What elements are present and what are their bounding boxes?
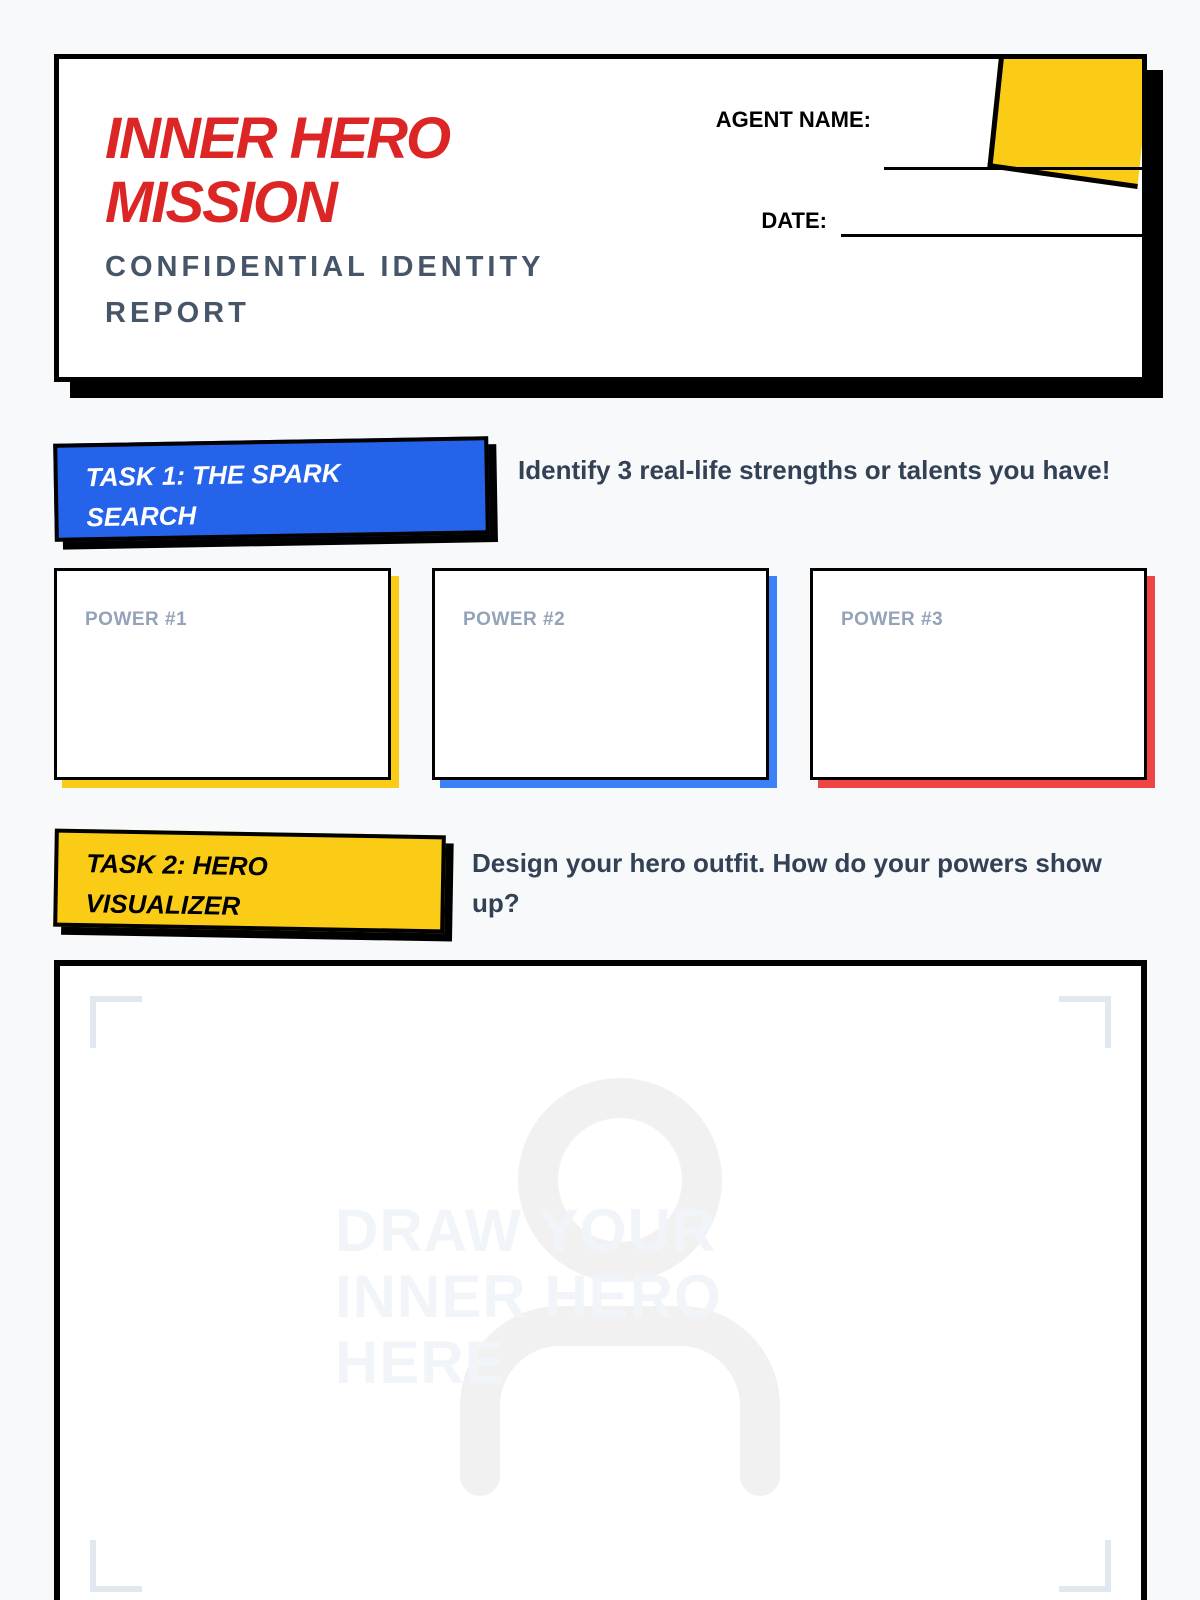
power-box-1[interactable] (54, 568, 391, 780)
drawing-hint: DRAW YOUR INNER HERO HERE (335, 1197, 722, 1396)
power-label-2: POWER #2 (463, 609, 566, 630)
task2-tag: TASK 2: HERO VISUALIZER (53, 829, 446, 934)
corner-bracket-top-right (1059, 996, 1111, 1048)
date-field (679, 204, 1147, 244)
power-label-1: POWER #1 (85, 609, 188, 630)
power-box-3[interactable] (810, 568, 1147, 780)
task1-description: Identify 3 real-life strengths or talents you have! (518, 455, 1111, 485)
corner-bracket-bottom-left (90, 1540, 142, 1592)
mission-title: INNER HERO MISSION (105, 106, 450, 235)
task2-description: Design your hero outfit. How do your powers show up? (472, 848, 1102, 918)
power-label-3: POWER #3 (841, 609, 944, 630)
drawing-area[interactable] (54, 960, 1147, 1600)
agent-name-field (699, 104, 1119, 174)
corner-bracket-top-left (90, 996, 142, 1048)
header-card (54, 54, 1147, 382)
report-subtitle: CONFIDENTIAL IDENTITY REPORT (105, 251, 544, 329)
corner-bracket-bottom-right (1059, 1540, 1111, 1592)
date-input-line[interactable] (841, 234, 1147, 237)
agent-name-label: AGENT NAME: (715, 107, 871, 132)
power-box-2[interactable] (432, 568, 769, 780)
date-label: DATE: (761, 208, 827, 233)
task1-tag: TASK 1: THE SPARK SEARCH (53, 436, 490, 542)
agent-name-input-line[interactable] (884, 167, 1147, 170)
